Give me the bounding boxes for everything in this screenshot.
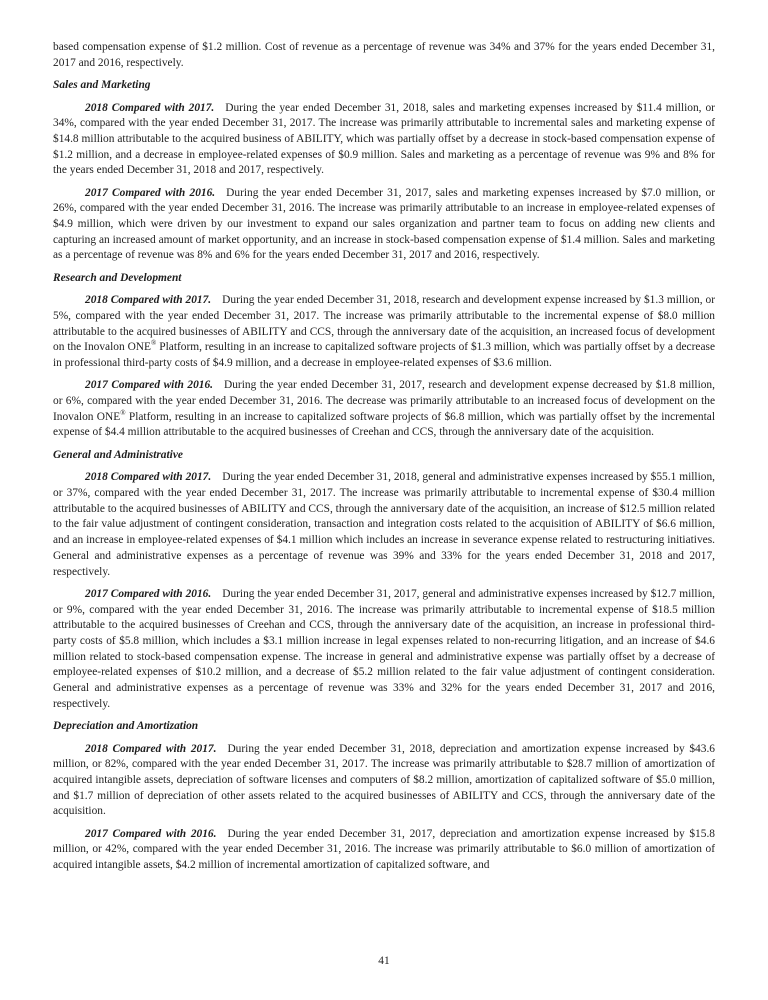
paragraph-text: During the year ended December 31, 2018, general and administrative expenses increased by $55.1 million, or 37%, compared with the year ended December 31, 2017. The increase was primarily attributable to incremental expense of $30.4 million attributable to the acquired businesses of ABILITY and CCS, through the anniversary date of the acquisition, an increase of $12.5 million related to the fair value adjustment of contingent consideration, transaction and integration costs related to the acquisition of ABILITY of $6.6 million, and an increase in employee-related expenses of $4.1 million which includes an increase in severance expense related to restructuring initiatives. General and administrative expenses as a percentage of revenue was 39% and 33% for the years ended December 31, 2018 and 2017, respectively. bbox=[53, 471, 715, 578]
paragraph-text: During the year ended December 31, 2017, depreciation and amortization expense increased by $15.8 million, or 42%, compared with the year ended December 31, 2016. The increase was primarily attributable to $6.0 million of amortization of acquired intangible assets, $4.2 million of incremental amortization of capitalized software, and bbox=[53, 827, 715, 872]
paragraph-sales-marketing-2017-vs-2016 bbox=[53, 186, 715, 265]
paragraph-depreciation-amortization-2017-vs-2016 bbox=[53, 827, 715, 874]
paragraph-general-administrative-2018-vs-2017 bbox=[53, 470, 715, 580]
paragraph-text: During the year ended December 31, 2017, general and administrative expenses increased by $12.7 million, or 9%, compared with the year ended December 31, 2016. The increase was primarily attributable to incremental expense of $18.5 million attributable to the acquired businesses of Creehan and CCS, through the anniversary date of the acquisition, an increase in professional third-party costs of $5.8 million, which includes a $3.1 million increase in legal expenses related to non-recurring litigation, and an increase of $4.6 million related to stock-based compensation expense. The increase in general and administrative expense was partially offset by a decrease of employee-related expenses of $10.2 million, and a decrease of $5.2 million related to the fair value adjustment of contingent consideration. General and administrative expenses as a percentage of revenue was 33% and 32% for the years ended December 31, 2017 and 2016, respectively. bbox=[53, 587, 715, 710]
heading-sales-and-marketing: Sales and Marketing bbox=[53, 78, 151, 91]
paragraph-research-development-2017-vs-2016 bbox=[53, 378, 715, 441]
paragraph-lead: 2018 Compared with 2017. bbox=[85, 742, 217, 755]
paragraph-lead: 2017 Compared with 2016. bbox=[85, 827, 217, 840]
heading-depreciation-and-amortization: Depreciation and Amortization bbox=[53, 719, 199, 732]
paragraph-sales-marketing-2018-vs-2017 bbox=[53, 101, 715, 180]
heading-general-and-administrative: General and Administrative bbox=[53, 448, 183, 461]
paragraph-lead: 2017 Compared with 2016. bbox=[85, 587, 212, 600]
paragraph-research-development-2018-vs-2017 bbox=[53, 293, 715, 372]
heading-research-and-development: Research and Development bbox=[53, 271, 182, 284]
paragraph-depreciation-amortization-2018-vs-2017 bbox=[53, 742, 715, 821]
intro-paragraph: based compensation expense of $1.2 million. Cost of revenue as a percentage of revenue was 34% and 37% for the years ended December 31, 2017 and 2016, respectively. bbox=[53, 41, 715, 69]
paragraph-text: During the year ended December 31, 2018, research and development expense increased by $1.3 million, or 5%, compared with the year ended December 31, 2017. The increase was primarily attributable to the incremental expense of $8.0 million attributable to the acquired businesses of ABILITY and CCS, through the anniversary date of the acquisition, an increased focus of development on the Inovalon ONE® Platform, resulting in an increase to capitalized software projects of $1.3 million, which was partially offset by a decrease in professional third-party costs of $4.9 million, and a decrease in employee-related expenses of $3.6 million. bbox=[53, 294, 715, 370]
page-number: 41 bbox=[378, 955, 390, 967]
paragraph-text: During the year ended December 31, 2018, depreciation and amortization expense increased by $43.6 million, or 82%, compared with the year ended December 31, 2017. The increase was primarily attributable to $28.7 million of amortization of acquired intangible assets, depreciation of software licenses and computers of $8.2 million, amortization of capitalized software of $5.0 million, and $1.7 million of depreciation of other assets related to the acquired businesses of ABILITY and CCS, through the anniversary date of the acquisition. bbox=[53, 742, 715, 818]
paragraph-text: During the year ended December 31, 2017, sales and marketing expenses increased by $7.0 million, or 26%, compared with the year ended December 31, 2016. The increase was primarily attributable to an increase in employee-related expenses of $4.9 million, which were driven by our investment to expand our sales organization and partner team to focus on adding new clients and capturing an increased amount of market opportunity, and an increase in stock-based compensation expense of $1.4 million. Sales and marketing as a percentage of revenue was 8% and 6% for the years ended December 31, 2017 and 2016, respectively. bbox=[53, 186, 715, 262]
paragraph-lead: 2018 Compared with 2017. bbox=[85, 471, 212, 484]
paragraph-lead: 2018 Compared with 2017. bbox=[85, 101, 215, 114]
paragraph-text: During the year ended December 31, 2017, research and development expense decreased by $1.8 million, or 6%, compared with the year ended December 31, 2016. The decrease was primarily attributable to an increased focus of development on the Inovalon ONE® Platform, resulting in an increase to capitalized software projects of $6.8 million, which was partially offset by the incremental expense of $4.4 million attributable to the acquired businesses of Creehan and CCS, through the anniversary date of the acquisition. bbox=[53, 379, 715, 439]
paragraph-lead: 2017 Compared with 2016. bbox=[85, 379, 213, 392]
paragraph-general-administrative-2017-vs-2016 bbox=[53, 587, 715, 713]
paragraph-lead: 2017 Compared with 2016. bbox=[85, 186, 216, 199]
paragraph-lead: 2018 Compared with 2017. bbox=[85, 294, 212, 307]
paragraph-text: During the year ended December 31, 2018, sales and marketing expenses increased by $11.4 million, or 34%, compared with the year ended December 31, 2017. The increase was primarily attributable to incremental sales and marketing expense of $14.8 million attributable to the acquired business of ABILITY, which was partially offset by a decrease in stock-based compensation expense of $1.2 million, and a decrease in employee-related expenses of $0.9 million. Sales and marketing as a percentage of revenue was 9% and 8% for the years ended December 31, 2018 and 2017, respectively. bbox=[53, 101, 715, 177]
